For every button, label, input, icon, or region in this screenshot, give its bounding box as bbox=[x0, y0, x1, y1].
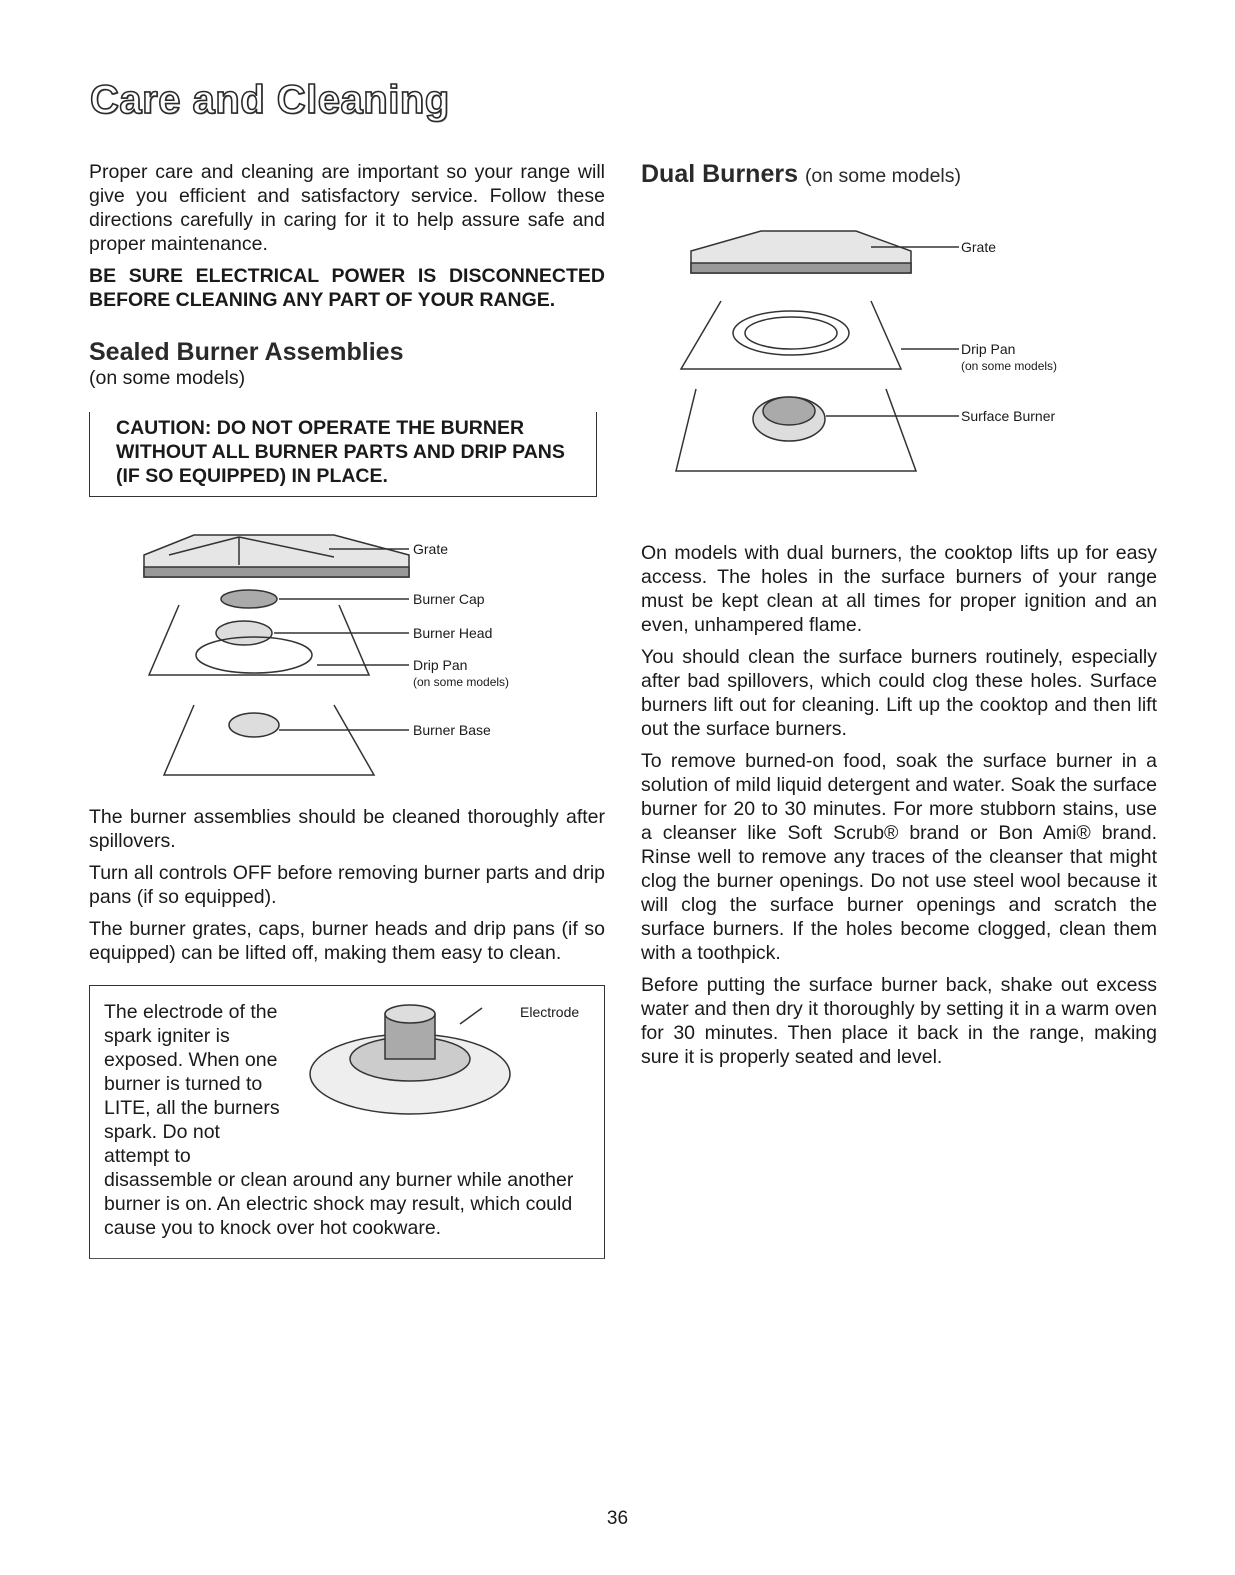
right-paragraph-4: Before putting the surface burner back, shake out excess water and then dry it thoroughly by setting it in a warm oven for 30 minutes. Then place it back in the range, making sure it is properly seated and level. bbox=[641, 974, 1157, 1068]
label-grate: Grate bbox=[413, 541, 449, 557]
right-column bbox=[641, 160, 1157, 1077]
sealed-burner-subheading: (on some models) bbox=[89, 367, 246, 389]
label-surface-burner: Surface Burner bbox=[961, 408, 1056, 424]
dual-burners-subtitle: (on some models) bbox=[804, 165, 961, 187]
sealed-burner-diagram bbox=[89, 515, 605, 805]
dual-burner-illustration bbox=[641, 211, 1157, 501]
page-title: Care and Cleaning bbox=[90, 78, 450, 122]
right-paragraph-2: You should clean the surface burners routinely, especially after bad spillovers, which could clog these holes. Surface burners lift out for cleaning. Lift up the cooktop and then lift out the surface burners. bbox=[641, 646, 1157, 740]
label-dual-drip-pan-sub: (on some models) bbox=[961, 359, 1058, 373]
label-electrode: Electrode bbox=[520, 1004, 580, 1020]
dual-burner-diagram bbox=[641, 211, 1157, 501]
left-paragraph-2: Turn all controls OFF before removing burner parts and drip pans (if so equipped). bbox=[89, 862, 605, 908]
caution-box: CAUTION: DO NOT OPERATE THE BURNER WITHOUT ALL BURNER PARTS AND DRIP PANS (IF SO EQUIPPED) IN PLACE. bbox=[89, 412, 597, 497]
electrode-box bbox=[89, 985, 605, 1259]
sealed-burner-heading: Sealed Burner Assemblies bbox=[89, 338, 404, 366]
electrode-text-wide: disassemble or clean around any burner while another burner is on. An electric shock may result, which could cause you to knock over hot cookware. bbox=[104, 1169, 574, 1239]
dual-burners-heading bbox=[641, 160, 1157, 189]
right-paragraph-3: To remove burned-on food, soak the surface burner in a solution of mild liquid detergent and water. Soak the surface burner for 20 to 30 minutes. For more stubborn stains, use a cleanser like Soft Scrub® brand or Bon Ami® brand. Rinse well to remove any traces of the cleanser that might clog the burner openings. Do not use steel wool because it will clog the surface burner openings and scratch the surface burners. If the holes become clogged, clean them with a toothpick. bbox=[641, 750, 1157, 964]
label-burner-cap: Burner Cap bbox=[413, 591, 485, 607]
label-drip-pan-sub: (on some models) bbox=[413, 675, 510, 689]
electrode-illustration bbox=[300, 994, 530, 1124]
page-number: 36 bbox=[606, 1508, 629, 1529]
label-burner-base: Burner Base bbox=[413, 722, 491, 738]
right-paragraph-1: On models with dual burners, the cooktop lifts up for easy access. The holes in the surface burners of your range must be kept clean at all times for proper ignition and an even, unhampered flame. bbox=[641, 542, 1157, 636]
left-paragraph-1: The burner assemblies should be cleaned thoroughly after spillovers. bbox=[89, 806, 605, 852]
label-dual-drip-pan: Drip Pan bbox=[961, 341, 1016, 357]
dual-burners-title: Dual Burners bbox=[641, 160, 798, 188]
label-burner-head: Burner Head bbox=[413, 625, 493, 641]
left-column bbox=[89, 160, 605, 1259]
label-dual-grate: Grate bbox=[961, 239, 997, 255]
label-drip-pan: Drip Pan bbox=[413, 657, 468, 673]
electrode-text-narrow: The electrode of the spark igniter is exposed. When one burner is turned to LITE, all the burners spark. Do not attempt to bbox=[104, 1001, 280, 1167]
sealed-burner-illustration bbox=[89, 515, 605, 805]
power-warning: BE SURE ELECTRICAL POWER IS DISCONNECTED BEFORE CLEANING ANY PART OF YOUR RANGE. bbox=[89, 265, 605, 311]
left-paragraph-3: The burner grates, caps, burner heads and drip pans (if so equipped) can be lifted off, making them easy to clean. bbox=[89, 918, 605, 964]
intro-paragraph: Proper care and cleaning are important so your range will give you efficient and satisfactory service. Follow these directions carefully in caring for it to help assure safe and proper maintenance. bbox=[89, 161, 605, 255]
